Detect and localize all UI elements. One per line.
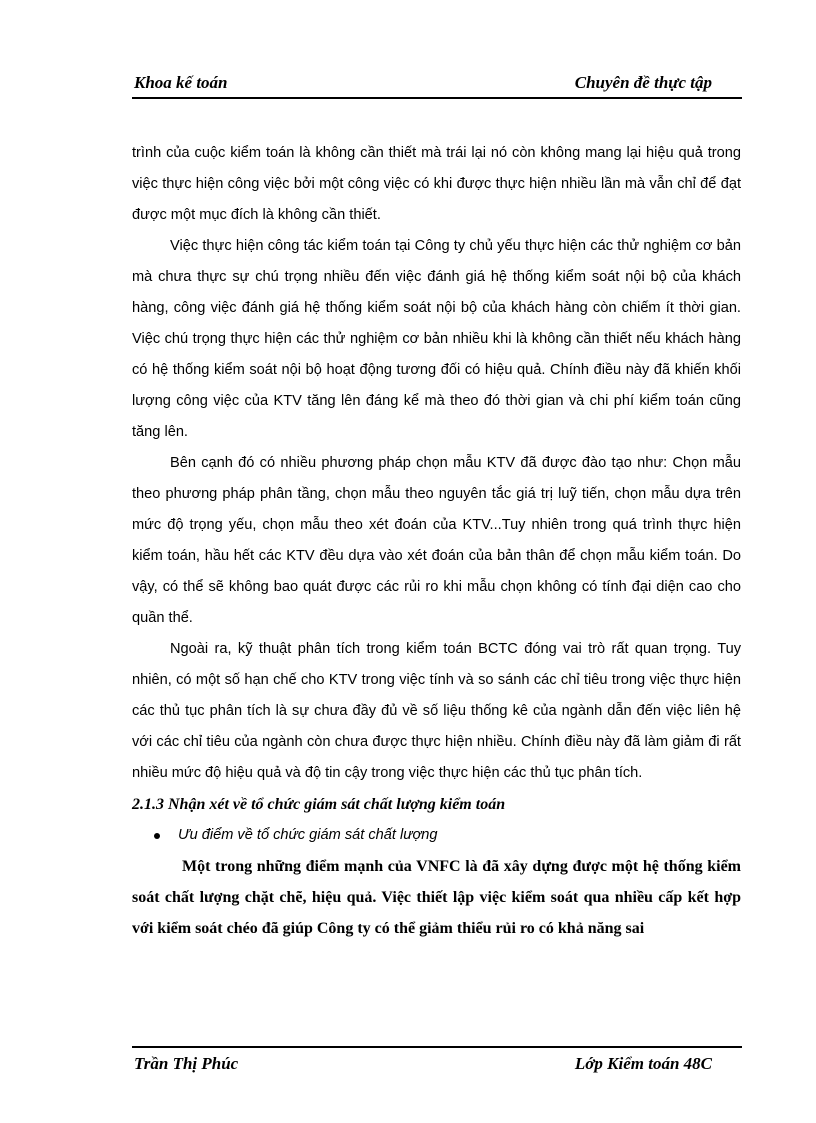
paragraph: trình của cuộc kiểm toán là không cần thiết mà trái lại nó còn không mang lại hiệu quả trong việc thực hiện công việc bởi một công việc có khi được thực hiện nhiều lần mà vẫn chỉ để đạt được một mục đích là không cần thiết.	[132, 145, 741, 223]
paragraph: Một trong những điểm mạnh của VNFC là đã xây dựng được một hệ thống kiểm soát chất lượng chặt chẽ, hiệu quả. Việc thiết lập việc kiểm soát qua nhiều cấp kết hợp với kiểm soát chéo đã giúp Công ty có thể giảm thiểu rủi ro có khả năng sai	[132, 858, 741, 937]
paragraph: Ngoài ra, kỹ thuật phân tích trong kiểm toán BCTC đóng vai trò rất quan trọng. Tuy nhiên, có một số hạn chế cho KTV trong việc tính và so sánh các chỉ tiêu trong việc thực hiện các thủ tục phân tích là sự chưa đầy đủ về số liệu thống kê của ngành dẫn đến việc liên hệ với các chỉ tiêu của ngành còn chưa được thực hiện nhiều. Chính điều này đã làm giảm đi rất nhiều mức độ hiệu quả và độ tin cậy trong việc thực hiện các thủ tục phân tích.	[132, 641, 741, 781]
page-header	[132, 70, 742, 99]
bullet-item	[132, 820, 741, 851]
footer-author: Trần Thị Phúc	[134, 1054, 239, 1073]
bullet-text: Ưu điểm về tổ chức giám sát chất lượng	[178, 827, 438, 843]
bullet-dot-icon	[154, 833, 160, 839]
header-report-title: Chuyên đề thực tập	[574, 73, 712, 92]
document-body	[132, 138, 741, 944]
section-heading: 2.1.3 Nhận xét về tổ chức giám sát chất lượng kiểm toán	[132, 796, 506, 813]
paragraph: Bên cạnh đó có nhiều phương pháp chọn mẫu KTV đã được đào tạo như: Chọn mẫu theo phương pháp phân tầng, chọn mẫu theo nguyên tắc giá trị luỹ tiến, chọn mẫu dựa trên mức độ trọng yếu, chọn mẫu theo xét đoán của KTV...Tuy nhiên trong quá trình thực hiện kiểm toán, hầu hết các KTV đều dựa vào xét đoán của bản thân để chọn mẫu kiểm toán. Do vậy, có thể sẽ không bao quát được các rủi ro khi mẫu chọn không có tính đại diện cao cho quần thể.	[132, 455, 741, 626]
paragraph: Việc thực hiện công tác kiểm toán tại Công ty chủ yếu thực hiện các thử nghiệm cơ bản mà chưa thực sự chú trọng nhiều đến việc đánh giá hệ thống kiểm soát nội bộ của khách hàng, công việc đánh giá hệ thống kiểm soát nội bộ của khách hàng còn chiếm ít thời gian. Việc chú trọng thực hiện các thử nghiệm cơ bản nhiều khi là không cần thiết nếu khách hàng có hệ thống kiểm soát nội bộ hoạt động tương đối có hiệu quả. Chính điều này đã khiến khối lượng công việc của KTV tăng lên đáng kể mà theo đó thời gian và chi phí kiểm toán cũng tăng lên.	[132, 238, 741, 440]
footer-class: Lớp Kiểm toán 48C	[574, 1054, 712, 1073]
header-department: Khoa kế toán	[134, 73, 228, 92]
page-footer	[132, 1046, 742, 1073]
